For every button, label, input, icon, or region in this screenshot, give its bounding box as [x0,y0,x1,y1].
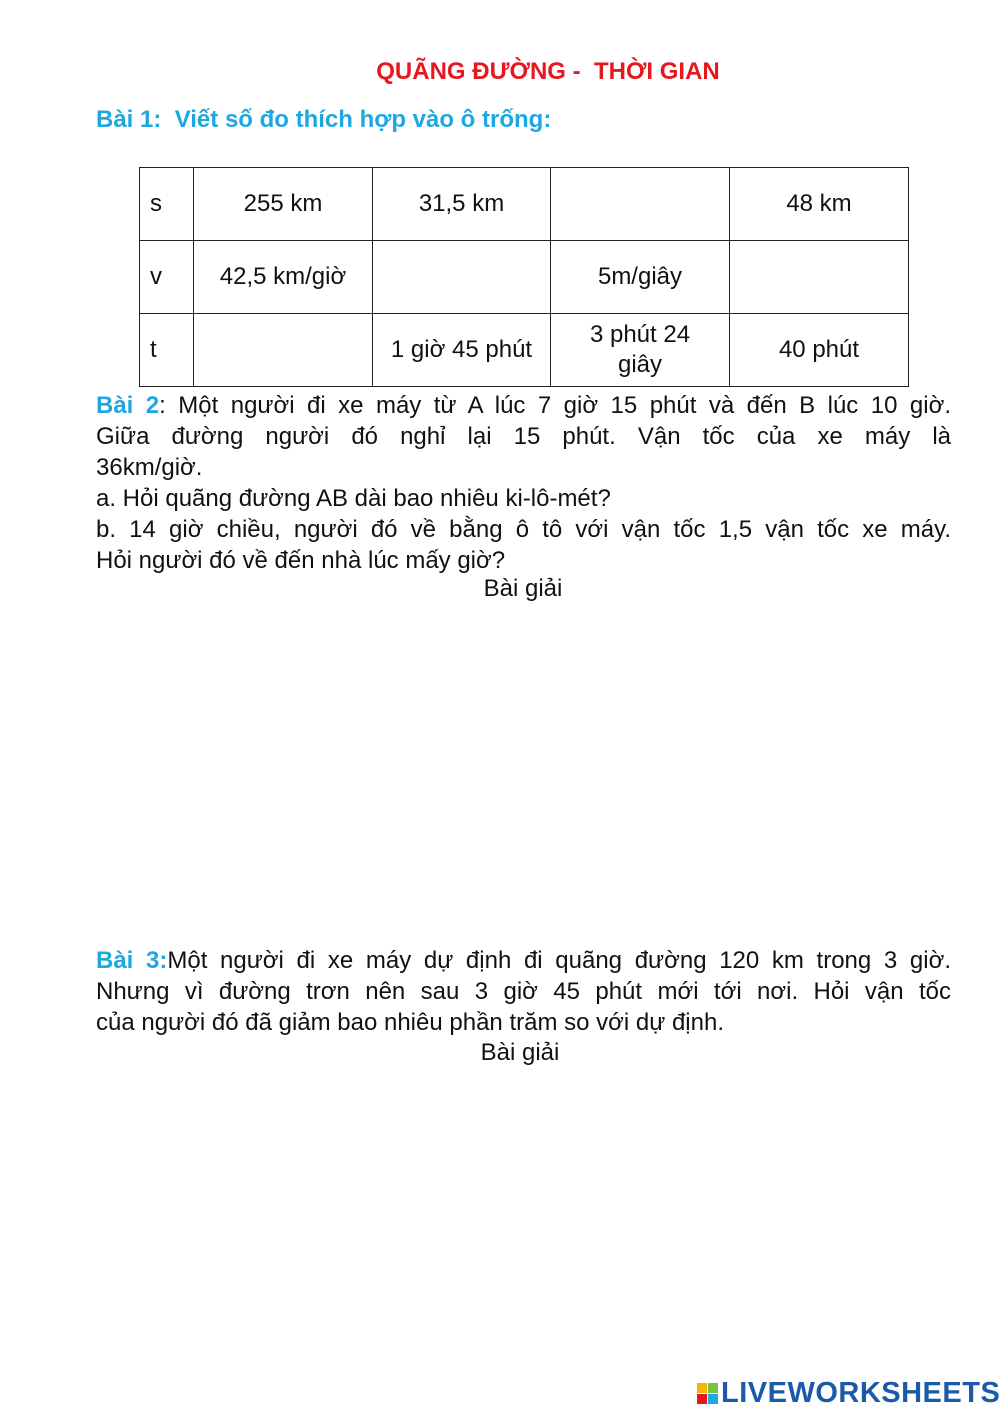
table-cell-blank[interactable] [730,241,909,314]
logo-text: LIVEWORKSHEETS [721,1376,1000,1409]
bai2-line-1: Bài 2: Một người đi xe máy từ A lúc 7 giờ 15 phút và đến B lúc 10 giờ. [96,392,951,419]
bai1-table [139,167,909,387]
table-cell: 40 phút [730,314,909,387]
table-cell-blank[interactable] [373,241,551,314]
worksheet-title: QUÃNG ĐƯỜNG - THỜI GIAN [376,58,720,85]
table-cell: 48 km [730,168,909,241]
bai2-line-2: Giữa đường người đó nghỉ lại 15 phút. Vận tốc của xe máy là [96,423,951,450]
table-cell-blank[interactable] [551,168,730,241]
table-row-v [140,241,909,314]
bai2-label: Bài 2 [96,392,160,419]
bai2-line-3: 36km/giờ. [96,454,203,481]
bai2-line-6: Hỏi người đó về đến nhà lúc mấy giờ? [96,547,506,574]
logo-square [708,1383,718,1393]
bai2-solution-label: Bài giải [483,575,563,602]
bai3-line-1: Bài 3:Một người đi xe máy dự định đi quãng đường 120 km trong 3 giờ. [96,947,951,974]
bai3-solution-label: Bài giải [480,1039,560,1066]
table-cell: v [140,241,194,314]
bai2-text [96,390,951,576]
liveworksheets-logo [697,1377,1000,1409]
bai2-question-b: b. 14 giờ chiều, người đó về bằng ô tô với vận tốc 1,5 vận tốc xe máy. [96,516,951,543]
table-cell: 31,5 km [373,168,551,241]
bai3-label: Bài 3: [96,947,168,974]
table-cell: 42,5 km/giờ [194,241,373,314]
bai3-line-3: của người đó đã giảm bao nhiêu phần trăm so với dự định. [96,1009,724,1036]
bai3-line-2: Nhưng vì đường trơn nên sau 3 giờ 45 phút mới tới nơi. Hỏi vận tốc [96,978,951,1005]
bai3-text [96,945,951,1038]
logo-square [697,1394,707,1404]
logo-square [697,1383,707,1393]
table-cell: 1 giờ 45 phút [373,314,551,387]
table-cell: 3 phút 24 giây [551,314,730,387]
table-cell: t [140,314,194,387]
table-cell-blank[interactable] [194,314,373,387]
logo-square [708,1394,718,1404]
bai1-heading: Bài 1: Viết số đo thích hợp vào ô trống: [96,106,552,133]
table-row-s [140,168,909,241]
table-row-t [140,314,909,387]
bai2-question-a: a. Hỏi quãng đường AB dài bao nhiêu ki-lô-mét? [96,485,611,512]
table-cell: 255 km [194,168,373,241]
table-cell: 5m/giây [551,241,730,314]
table-cell: s [140,168,194,241]
logo-mark-icon [697,1383,718,1404]
